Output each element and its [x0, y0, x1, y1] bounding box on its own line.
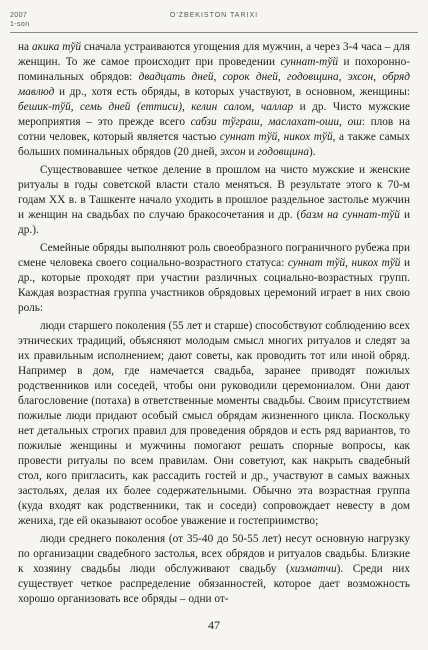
- italic-term: сабзи тўграш, маслахат-оши, ош: [190, 116, 362, 128]
- italic-term: двадцать дней, сорок дней, годовщина, эхсон, обряд мавлюд: [18, 71, 411, 98]
- italic-term: эхсон: [220, 146, 246, 158]
- italic-term: суннат тўй, никох тўй: [219, 131, 333, 143]
- italic-term: бешик-тўй, семь дней (еттиси), келин салом, чаллар: [18, 101, 294, 113]
- text-run: : плов на сотни человек, который является частью: [18, 116, 410, 143]
- italic-term: базм на суннат-тўй: [300, 209, 400, 221]
- text-run: Семейные обряды выполняют роль своеобразного пограничного рубежа при смене человека своего социально-возрастного статуса:: [18, 242, 410, 269]
- text-run: и др., хотя есть обряды, в которых участвуют, в основном, женщины:: [54, 86, 410, 98]
- text-run: Существовавшее четкое деление в прошлом на чисто мужские и женские ритуалы в годы советской власти стало меняться. В результате этого к 70-м годам XX в. в Ташкенте начало уходить в прошлое раздельное застолье мужчин и женщин на свадьбах по случаю бракосочетания и др. (: [18, 164, 410, 221]
- header-year: 2007: [10, 12, 28, 19]
- text-run: и др.).: [18, 209, 411, 236]
- text-run: и похоронно-поминальных обрядов:: [18, 56, 410, 83]
- italic-term: суннат-тўй: [280, 56, 339, 68]
- text-run: люди среднего поколения (от 35-40 до 50-55 лет) несут основную нагрузку по организации свадебного застолья, всех обрядов и ритуалов свадьбы. Близкие к хозяину свадьбы люди обслуживают свадьбу (: [18, 533, 410, 575]
- journal-title: O'ZBEKISTON TARIXI: [169, 12, 259, 19]
- text-run: ). Среди них существует четкое распределение обязанностей, которое дает возможность хорошо организовать все обряды – одни от-: [18, 563, 410, 605]
- page-number: 47: [208, 618, 220, 632]
- header-issue: 1-son: [10, 21, 30, 28]
- article-body: [18, 40, 410, 610]
- italic-term: годовщина: [257, 146, 309, 158]
- text-run: и др., которые проходят при участии различных социально-возрастных групп. Каждая возрастная группа участников обрядовых церемоний играет в них свою роль:: [18, 257, 410, 314]
- text-run: ).: [308, 146, 316, 158]
- text-run: сначала устраиваются угощения для мужчин, а через 3-4 часа – для женщин. То же самое происходит при проведении: [18, 41, 410, 68]
- running-header: [10, 12, 418, 33]
- text-run: , а также самых больших поминальных обрядов (20 дней,: [18, 131, 410, 158]
- italic-term: акика тўй: [32, 41, 82, 53]
- text-run: и: [245, 146, 258, 158]
- text-run: на: [18, 41, 33, 53]
- paragraph: [18, 163, 410, 238]
- paragraph: [18, 532, 410, 607]
- paragraph: [18, 319, 410, 529]
- text-run: люди старшего поколения (55 лет и старше) способствуют соблюдению всех этнических традиций, объясняют молодым смысл многих ритуалов и следят за их правильным исполнением; дают советы, как проводить тот или иной обряд. Например в дом, где намечается свадьба, заранее приводят пожилых родственников или соседей, чтобы они руководили церемониалом. Они дают благословение (потаха) в ответственные моменты свадьбы. Своим присутствием пожилые люди придают особый смысл обрядам жизненного цикла. Поскольку нет детальных строгих правил для проведения обрядов и есть ряд вариантов, то пожилые женщины и мужчины помогают решать спорные вопросы, как провести ритуалы по всем правилам. Они советуют, как накрыть свадебный стол, кого пригласить, как рассадить гостей и др., участвуют в самых важных застольях, делая их более содержательными. Обычно эта возрастная группа (куда входят как родственники, так и соседи) сопровождает невесту в дом жениха, где ей оказывают особое уважение и гостеприимство;: [18, 320, 410, 527]
- italic-term: суннат тўй, никох тўй: [287, 257, 401, 269]
- italic-term: хизматчи: [289, 563, 337, 575]
- paragraph: [18, 40, 410, 160]
- paragraph: [18, 241, 410, 316]
- text-run: и др. Чисто мужские мероприятия – это прежде всего: [18, 101, 410, 128]
